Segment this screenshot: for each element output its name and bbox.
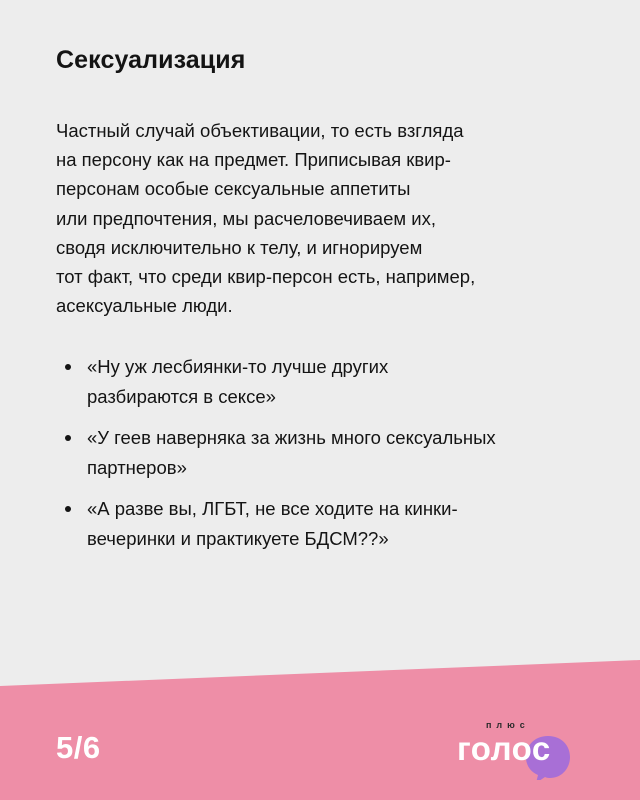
- page-title: Сексуализация: [56, 46, 246, 74]
- logo: [456, 716, 596, 780]
- paragraph-line: персонам особые сексуальные аппетиты: [56, 178, 411, 200]
- page-number: 5/6: [56, 730, 101, 765]
- list-item-line: партнеров»: [87, 456, 187, 478]
- logo-main-text: голос: [457, 730, 551, 767]
- list-item-line: разбираются в сексе»: [87, 385, 276, 407]
- list-item-line: «У геев наверняка за жизнь много сексуальных: [87, 427, 496, 448]
- paragraph-line: Частный случай объективации, то есть взгляда: [56, 120, 464, 141]
- paragraph-line: на персону как на предмет. Приписывая квир-: [56, 149, 451, 171]
- paragraph-line: асексуальные люди.: [56, 295, 233, 317]
- list-item-line: «Ну уж лесбиянки-то лучше других: [87, 356, 389, 377]
- paragraph-line: сводя исключительно к телу, и игнорируем: [56, 236, 423, 258]
- list-item-line: вечеринки и практикуете БДСМ??»: [87, 527, 389, 549]
- paragraph-line: тот факт, что среди квир-персон есть, например,: [56, 266, 476, 288]
- paragraph-line: или предпочтения, мы расчеловечиваем их,: [56, 207, 436, 229]
- logo-small-text: плюс: [486, 720, 530, 730]
- list-item-line: «А разве вы, ЛГБТ, не все ходите на кинки-: [87, 498, 458, 519]
